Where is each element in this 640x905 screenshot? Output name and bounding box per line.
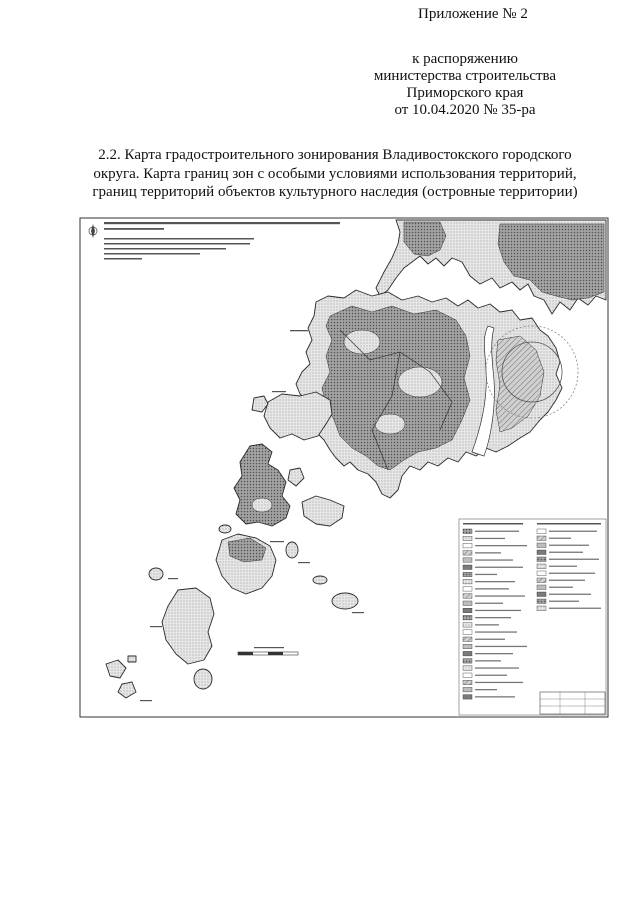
island-small [194,669,212,689]
legend-swatch [463,558,472,563]
island-small [219,525,231,533]
map-label [298,562,310,563]
legend-text-line [475,574,497,575]
order-line-region: Приморского края [406,85,524,101]
legend-text-line [475,624,499,625]
legend-swatch [463,687,472,692]
legend-swatch [463,601,472,606]
map-title-bar [104,222,340,224]
legend-swatch [537,564,546,569]
legend-text-line [475,660,501,661]
legend-swatch [537,536,546,541]
scale-bar-segment [268,652,283,655]
legend-text-line [475,545,527,546]
map-subtitle-bar [104,243,250,245]
legend-swatch [463,608,472,613]
legend-text-line [475,675,507,676]
island-small [313,576,327,584]
map-subtitle-bar [104,258,142,260]
map-subtitle-bar [104,253,200,255]
legend-text-line [475,682,523,683]
legend-text-line [475,531,519,532]
legend-text-line [475,639,505,640]
map-label [140,700,152,701]
legend-swatch [463,623,472,628]
legend-swatch [463,673,472,678]
legend-swatch [537,592,546,597]
legend-text-line [475,631,517,632]
legend-swatch [463,666,472,671]
legend-text-line [549,601,579,602]
legend-text-line [549,608,601,609]
legend-header-bar [537,523,601,525]
order-line-date-number: от 10.04.2020 № 35-ра [394,102,536,118]
island-small [286,542,298,558]
map-label [272,391,286,392]
legend-text-line [475,588,509,589]
map-label [270,541,284,542]
main-island-zone-light [398,367,442,397]
legend-swatch [463,680,472,685]
order-reference-block [360,51,570,119]
legend-text-line [549,573,595,574]
legend-header-bar [463,523,523,525]
legend-swatch [463,594,472,599]
title-line-3: границ территорий объектов культурного наследия (островные территории) [92,184,578,201]
legend-text-line [549,559,599,560]
map-title-bar [104,228,164,230]
legend-text-line [475,552,501,553]
title-line-2: округа. Карта границ зон с особыми условиями использования территорий, [93,165,577,182]
legend-swatch [463,651,472,656]
title-line-1: 2.2. Карта градостроительного зонирования Владивостокского городского [98,147,572,163]
appendix-number: Приложение № 2 [418,6,528,22]
map-label [352,612,364,613]
legend-swatch [463,615,472,620]
order-line-ministry: министерства строительства [373,68,557,84]
legend-text-line [475,610,521,611]
title-stamp [540,692,605,714]
scale-bar-caption [254,647,284,648]
legend-text-line [475,689,497,690]
legend-swatch [463,630,472,635]
legend-swatch [537,571,546,576]
legend-text-line [475,653,513,654]
document-title [60,146,610,202]
scale-bar-segment [238,652,253,655]
legend-text-line [549,566,577,567]
legend-swatch [463,637,472,642]
legend-swatch [463,529,472,534]
legend-text-line [475,559,513,560]
map-label [290,330,308,331]
legend-text-line [475,696,515,697]
legend-text-line [475,581,515,582]
legend-text-line [549,587,573,588]
legend-swatch [463,565,472,570]
map-subtitle-bar [104,238,254,240]
legend-swatch [537,543,546,548]
legend-swatch [537,550,546,555]
legend-text-line [475,646,527,647]
main-island-zone-light [344,330,380,354]
island-zone-light [252,498,272,512]
legend-text-line [549,538,571,539]
legend-text-line [475,595,525,596]
legend-swatch [463,572,472,577]
legend-text-line [549,580,585,581]
map-label [168,578,178,579]
legend-text-line [549,552,583,553]
legend-swatch [537,529,546,534]
legend-swatch [463,543,472,548]
legend-swatch [463,587,472,592]
map-label [150,626,162,627]
order-line-to-order: к распоряжению [412,51,518,67]
legend-swatch [463,551,472,556]
legend-swatch [463,659,472,664]
legend-swatch [537,606,546,611]
legend-swatch [463,644,472,649]
legend-text-line [475,567,523,568]
legend-swatch [537,599,546,604]
legend-text-line [475,667,519,668]
legend-swatch [463,695,472,700]
legend-swatch [463,536,472,541]
legend-swatch [537,557,546,562]
island-small [149,568,163,580]
title-stamp-frame [540,692,605,714]
legend-swatch [537,578,546,583]
legend-text-line [475,603,503,604]
zoning-map [78,216,610,719]
legend-text-line [475,617,511,618]
map-subtitle-bar [104,248,226,250]
legend-text-line [549,545,589,546]
legend-swatch [463,579,472,584]
legend-text-line [475,538,505,539]
legend-text-line [549,594,591,595]
island-small [332,593,358,609]
legend-swatch [537,585,546,590]
legend-text-line [549,531,597,532]
